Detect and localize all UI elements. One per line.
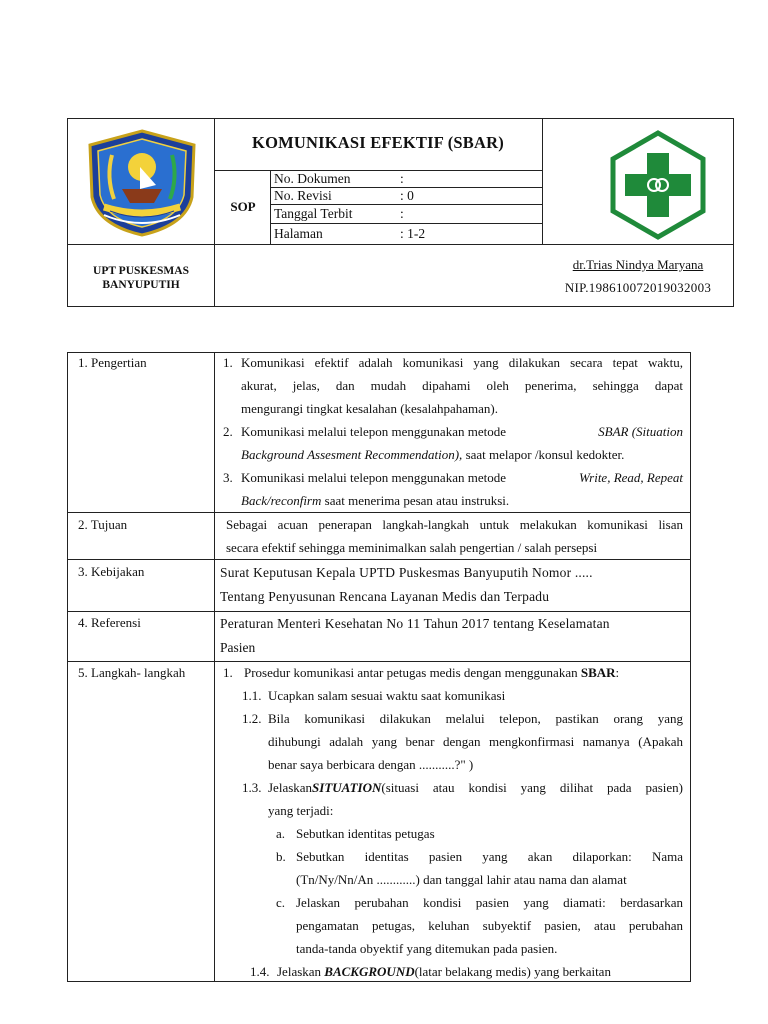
regency-emblem-icon xyxy=(82,127,202,239)
langkah-step-1-3: Jelaskan SITUATION (situasi atau kondisi yang dilihat pada pasien) xyxy=(268,780,683,795)
section-label-referensi: 4. Referensi xyxy=(78,615,141,630)
signer-nip: NIP.198610072019032003 xyxy=(564,280,712,295)
kebijakan-text: Surat Keputusan Kepala UPTD Puskesmas Banyuputih Nomor ..... xyxy=(220,565,593,580)
sop-content-table: 1. Pengertian 1. Komunikasi efektif adalah komunikasi yang dilakukan secara tepat waktu, akurat, jelas, dan mudah dipahami oleh penerima, sehingga dapat mengurangi tingkat kesalahan (kesalahpahaman). 2. Komunikasi melalui telepon menggunakan metode SBAR (Situation Background Assesment Recommendation), saat melapor /konsul kedokter. 3. Komunikasi melalui telepon menggunakan metode Write, Read, Repeat Back/reconfirm saat menerima pesan atau instruksi. 2. Tujuan Sebagai acuan penerapan langkah-langkah untuk melakukan komunikasi lisan secara efektif sehingga meminimalkan salah pengertian / salah persepsi 3. Kebijakan Surat Keputusan Kepala UPTD Puskesmas Banyuputih Nomor ..... Tentang Penyusunan Rencana Layanan Medis dan Terpadu 4. Referensi Peraturan Menteri Kesehatan No 11 Tahun 2017 tentang Keselamatan Pasien 5. Langkah- langkah 1. Prosedur komunikasi antar petugas medis dengan menggunakan SBAR: 1.1. Ucapkan salam sesuai waktu saat komunikasi 1.2. Bila komunikasi dilakukan melalui telepon, pastikan orang yang dihubungi adalah yang benar dengan mengkonfirmasi namanya (Apakah benar saya berbicara dengan ...........?" ) 1.3. Jelaskan SITUATION (situasi atau kondisi yang dilihat pada pasien) yang terjadi: a. Sebutkan identitas petugas b. Sebutkan identitas pasien yang akan dilaporkan: Nama (Tn/Ny/Nn/An ............) dan tanggal lahir atau nama dan alamat c. Jelaskan perubahan kondisi pasien yang diamati: berdasarkan pengamatan petugas, keluhan subyektif pasien, atau perubahan tanda-tanda obyektif yang ditemukan pada pasien. 1.4. Jelaskan BACKGROUND(latar belakang medis) yang berkaitan xyxy=(67,352,691,982)
pengertian-item-1-line: Komunikasi efektif adalah komunikasi yang dilakukan secara tepat waktu, xyxy=(241,355,683,370)
langkah-step-1-4: Jelaskan BACKGROUND(latar belakang medis) yang berkaitan xyxy=(277,964,611,979)
section-label-kebijakan: 3. Kebijakan xyxy=(78,564,145,579)
langkah-item-b: Sebutkan identitas pasien yang akan dilaporkan: Nama xyxy=(296,849,683,864)
section-label-langkah: 5. Langkah- langkah xyxy=(78,665,186,680)
langkah-item-c: Jelaskan perubahan kondisi pasien yang diamati: berdasarkan xyxy=(296,895,683,910)
referensi-text: Peraturan Menteri Kesehatan No 11 Tahun 2017 tentang Keselamatan xyxy=(220,616,610,631)
tujuan-text: Sebagai acuan penerapan langkah-langkah untuk melakukan komunikasi lisan xyxy=(226,517,683,532)
sop-label: SOP xyxy=(230,199,256,214)
langkah-item-a: Sebutkan identitas petugas xyxy=(296,826,435,841)
unit-name: UPT PUSKESMAS BANYUPUTIH xyxy=(93,265,189,291)
pengertian-item-3-line: Komunikasi melalui telepon menggunakan metode Write, Read, Repeat xyxy=(241,470,683,485)
langkah-step-1-1: Ucapkan salam sesuai waktu saat komunikasi xyxy=(268,688,506,703)
document-title: KOMUNIKASI EFEKTIF (SBAR) xyxy=(252,133,504,152)
pengertian-item-2-line: Komunikasi melalui telepon menggunakan metode SBAR (Situation xyxy=(241,424,683,439)
section-label-tujuan: 2. Tujuan xyxy=(78,517,128,532)
signer-name: dr.Trias Nindya Maryana xyxy=(572,257,704,272)
langkah-step-1-2: Bila komunikasi dilakukan melalui telepon, pastikan orang yang xyxy=(268,711,683,726)
langkah-step-1: Prosedur komunikasi antar petugas medis dengan menggunakan SBAR: xyxy=(244,665,620,680)
document-header-table: KOMUNIKASI EFEKTIF (SBAR) SOP No. Dokumen : No. Revisi : 0 Tanggal Terbit : Halaman : 1-2 UPT PUSKESMAS BANYUPUTIH dr.Trias Nindya Maryana NIP.198610072019032003 xyxy=(67,118,734,307)
section-label-pengertian: 1. Pengertian xyxy=(78,355,147,370)
puskesmas-cross-logo-icon xyxy=(603,129,713,241)
